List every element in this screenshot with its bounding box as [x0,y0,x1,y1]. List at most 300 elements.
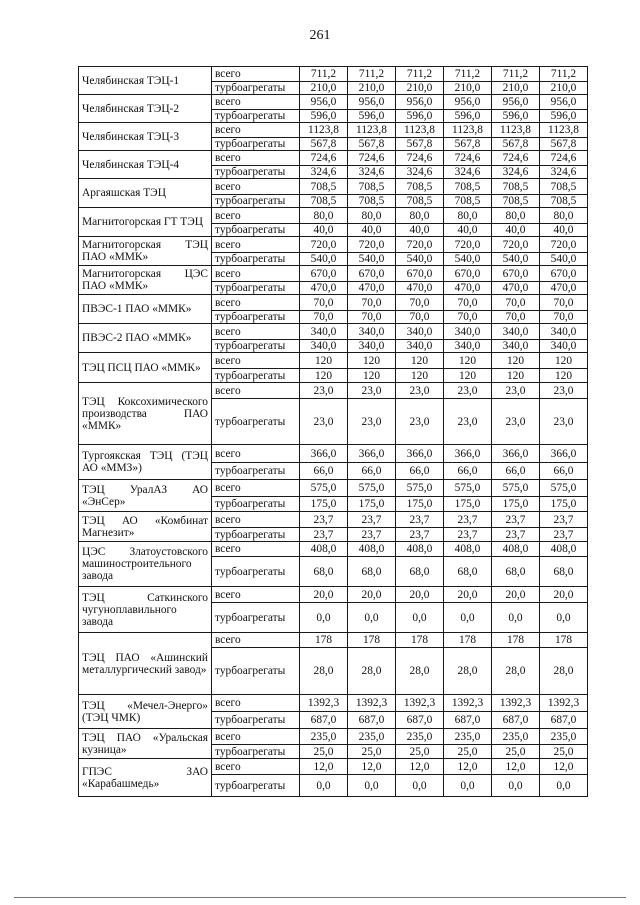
table-row [79,587,588,603]
capacity-value: 23,7 [300,512,348,528]
capacity-value: 235,0 [540,729,588,745]
capacity-value: 40,0 [492,224,540,237]
capacity-value: 720,0 [492,237,540,253]
capacity-value: 470,0 [540,282,588,295]
capacity-value: 28,0 [396,648,444,695]
capacity-value: 80,0 [396,208,444,224]
capacity-value: 23,0 [396,383,444,399]
capacity-value: 28,0 [540,648,588,695]
capacity-value: 687,0 [444,712,492,729]
capacity-value: 720,0 [348,237,396,253]
type-total: всего [212,179,300,195]
type-total: всего [212,695,300,712]
capacity-value: 235,0 [444,729,492,745]
station-name: Магнитогорская ТЭЦ ПАО «ММК» [79,237,212,266]
page-number: 261 [309,28,331,43]
capacity-value: 408,0 [300,542,348,557]
table-row [79,179,588,195]
capacity-value: 670,0 [300,266,348,282]
capacity-value: 178 [396,633,444,648]
capacity-value: 0,0 [540,603,588,633]
capacity-value: 540,0 [540,253,588,266]
capacity-value: 470,0 [300,282,348,295]
type-turbines: турбоагрегаты [212,497,300,512]
capacity-value: 340,0 [300,324,348,340]
capacity-value: 23,0 [300,383,348,399]
capacity-value: 0,0 [300,775,348,797]
station-name: ТЭЦ «Мечел-Энерго» (ТЭЦ ЧМК) [79,695,212,729]
capacity-value: 68,0 [492,557,540,587]
capacity-value: 956,0 [396,95,444,110]
capacity-value: 178 [540,633,588,648]
capacity-value: 575,0 [492,480,540,497]
capacity-value: 596,0 [348,110,396,123]
station-name: ТЭЦ ПАО «Ашинский металлургический завод» [79,633,212,695]
capacity-value: 12,0 [492,759,540,775]
capacity-value: 708,5 [396,195,444,208]
capacity-value: 340,0 [396,340,444,353]
table-row [79,383,588,399]
type-total: всего [212,759,300,775]
capacity-value: 687,0 [396,712,444,729]
capacity-value: 575,0 [540,480,588,497]
capacity-value: 120 [540,353,588,369]
capacity-value: 1123,8 [444,123,492,138]
capacity-value: 175,0 [444,497,492,512]
capacity-value: 70,0 [444,311,492,324]
capacity-value: 120 [348,369,396,383]
capacity-value: 23,7 [540,528,588,542]
capacity-value: 20,0 [348,587,396,603]
table-row [79,353,588,369]
capacity-value: 0,0 [300,603,348,633]
capacity-value: 68,0 [300,557,348,587]
type-total: всего [212,445,300,463]
capacity-value: 708,5 [396,179,444,195]
capacity-value: 720,0 [300,237,348,253]
type-total: всего [212,295,300,311]
table-row [79,237,588,253]
capacity-value: 120 [444,353,492,369]
capacity-value: 0,0 [492,603,540,633]
capacity-value: 540,0 [300,253,348,266]
capacity-value: 956,0 [348,95,396,110]
capacity-value: 120 [540,369,588,383]
capacity-value: 235,0 [492,729,540,745]
type-turbines: турбоагрегаты [212,311,300,324]
capacity-value: 366,0 [540,445,588,463]
capacity-value: 175,0 [300,497,348,512]
capacity-value: 23,7 [444,528,492,542]
capacity-value: 596,0 [492,110,540,123]
station-name: Тургоякская ТЭЦ (ТЭЦ АО «ММЗ») [79,445,212,480]
capacity-value: 711,2 [540,67,588,82]
capacity-value: 470,0 [444,282,492,295]
capacity-value: 324,6 [348,166,396,179]
capacity-value: 12,0 [300,759,348,775]
capacity-value: 340,0 [540,324,588,340]
capacity-value: 708,5 [492,195,540,208]
capacity-value: 23,0 [348,383,396,399]
capacity-value: 235,0 [396,729,444,745]
capacity-value: 12,0 [540,759,588,775]
capacity-value: 724,6 [444,151,492,166]
capacity-value: 711,2 [348,67,396,82]
station-name: Магнитогорская ГТ ТЭЦ [79,208,212,237]
capacity-value: 40,0 [300,224,348,237]
capacity-value: 25,0 [540,745,588,759]
capacity-value: 324,6 [444,166,492,179]
capacity-value: 25,0 [300,745,348,759]
capacity-value: 23,7 [492,528,540,542]
capacity-value: 68,0 [444,557,492,587]
capacity-value: 567,8 [540,138,588,151]
capacity-value: 0,0 [444,603,492,633]
type-turbines: турбоагрегаты [212,282,300,295]
capacity-value: 120 [492,353,540,369]
capacity-value: 25,0 [348,745,396,759]
capacity-value: 28,0 [444,648,492,695]
type-total: всего [212,208,300,224]
capacity-value: 956,0 [492,95,540,110]
capacity-value: 687,0 [348,712,396,729]
capacity-value: 567,8 [444,138,492,151]
capacity-value: 175,0 [492,497,540,512]
type-total: всего [212,729,300,745]
capacity-value: 596,0 [444,110,492,123]
type-total: всего [212,512,300,528]
capacity-value: 956,0 [300,95,348,110]
capacity-value: 120 [348,353,396,369]
capacity-table [78,66,588,797]
capacity-value: 470,0 [348,282,396,295]
capacity-value: 70,0 [300,311,348,324]
capacity-value: 66,0 [348,463,396,480]
station-name: Челябинская ТЭЦ-3 [79,123,212,151]
capacity-value: 366,0 [492,445,540,463]
capacity-value: 210,0 [348,82,396,95]
capacity-value: 1392,3 [396,695,444,712]
capacity-value: 711,2 [444,67,492,82]
capacity-value: 20,0 [396,587,444,603]
capacity-value: 596,0 [300,110,348,123]
capacity-value: 70,0 [540,295,588,311]
capacity-value: 70,0 [444,295,492,311]
capacity-value: 178 [300,633,348,648]
capacity-value: 40,0 [540,224,588,237]
capacity-value: 324,6 [492,166,540,179]
table-row [79,208,588,224]
capacity-value: 340,0 [396,324,444,340]
type-total: всего [212,633,300,648]
capacity-value: 40,0 [396,224,444,237]
capacity-value: 708,5 [492,179,540,195]
type-turbines: турбоагрегаты [212,340,300,353]
type-turbines: турбоагрегаты [212,166,300,179]
type-total: всего [212,587,300,603]
table-row [79,542,588,557]
capacity-value: 708,5 [444,195,492,208]
type-turbines: турбоагрегаты [212,110,300,123]
capacity-value: 120 [444,369,492,383]
type-turbines: турбоагрегаты [212,712,300,729]
capacity-value: 23,7 [444,512,492,528]
capacity-value: 708,5 [300,179,348,195]
capacity-value: 66,0 [444,463,492,480]
type-turbines: турбоагрегаты [212,253,300,266]
capacity-value: 70,0 [300,295,348,311]
table-row [79,695,588,712]
capacity-value: 120 [396,369,444,383]
capacity-value: 120 [300,353,348,369]
station-name: ТЭЦ УралАЗ АО «ЭнСер» [79,480,212,512]
capacity-value: 23,0 [444,383,492,399]
capacity-value: 340,0 [444,324,492,340]
capacity-value: 724,6 [540,151,588,166]
capacity-value: 120 [300,369,348,383]
capacity-value: 670,0 [492,266,540,282]
capacity-value: 23,7 [348,512,396,528]
capacity-value: 1123,8 [348,123,396,138]
table-row [79,633,588,648]
capacity-value: 66,0 [540,463,588,480]
capacity-value: 324,6 [396,166,444,179]
station-name: ТЭЦ ПСЦ ПАО «ММК» [79,353,212,383]
capacity-value: 70,0 [348,295,396,311]
capacity-value: 575,0 [348,480,396,497]
capacity-value: 23,7 [348,528,396,542]
capacity-value: 711,2 [396,67,444,82]
capacity-value: 711,2 [492,67,540,82]
capacity-value: 408,0 [396,542,444,557]
capacity-value: 596,0 [396,110,444,123]
capacity-value: 596,0 [540,110,588,123]
capacity-value: 708,5 [540,179,588,195]
capacity-value: 956,0 [540,95,588,110]
capacity-value: 80,0 [300,208,348,224]
capacity-value: 23,7 [396,512,444,528]
capacity-value: 12,0 [348,759,396,775]
capacity-value: 687,0 [540,712,588,729]
capacity-value: 956,0 [444,95,492,110]
capacity-value: 175,0 [396,497,444,512]
capacity-value: 470,0 [492,282,540,295]
capacity-value: 120 [396,353,444,369]
type-turbines: турбоагрегаты [212,557,300,587]
capacity-value: 12,0 [444,759,492,775]
type-turbines: турбоагрегаты [212,82,300,95]
capacity-value: 235,0 [300,729,348,745]
capacity-value: 23,0 [396,399,444,445]
capacity-value: 66,0 [396,463,444,480]
capacity-value: 1123,8 [492,123,540,138]
capacity-value: 23,7 [396,528,444,542]
type-turbines: турбоагрегаты [212,399,300,445]
capacity-value: 80,0 [444,208,492,224]
capacity-value: 724,6 [348,151,396,166]
capacity-value: 28,0 [492,648,540,695]
capacity-value: 575,0 [444,480,492,497]
station-name: ТЭЦ Саткинского чугуноплавильного завода [79,587,212,633]
capacity-value: 0,0 [348,775,396,797]
table-row [79,151,588,166]
capacity-value: 708,5 [444,179,492,195]
capacity-value: 708,5 [348,179,396,195]
capacity-value: 340,0 [348,324,396,340]
station-name: Челябинская ТЭЦ-2 [79,95,212,123]
capacity-value: 1392,3 [540,695,588,712]
capacity-value: 25,0 [396,745,444,759]
type-total: всего [212,67,300,82]
capacity-value: 80,0 [492,208,540,224]
type-turbines: турбоагрегаты [212,224,300,237]
capacity-value: 20,0 [300,587,348,603]
capacity-value: 20,0 [444,587,492,603]
type-total: всего [212,542,300,557]
table-row [79,295,588,311]
capacity-value: 68,0 [396,557,444,587]
capacity-value: 708,5 [348,195,396,208]
capacity-value: 210,0 [444,82,492,95]
capacity-value: 720,0 [444,237,492,253]
capacity-value: 23,7 [492,512,540,528]
capacity-value: 23,0 [300,399,348,445]
type-total: всего [212,383,300,399]
capacity-value: 575,0 [300,480,348,497]
capacity-value: 23,7 [300,528,348,542]
capacity-value: 25,0 [444,745,492,759]
station-name: Аргаяшская ТЭЦ [79,179,212,208]
type-turbines: турбоагрегаты [212,369,300,383]
capacity-value: 178 [444,633,492,648]
type-total: всего [212,237,300,253]
capacity-value: 708,5 [540,195,588,208]
capacity-value: 1123,8 [540,123,588,138]
capacity-value: 70,0 [348,311,396,324]
capacity-value: 724,6 [492,151,540,166]
capacity-value: 80,0 [348,208,396,224]
table-row [79,480,588,497]
type-total: всего [212,324,300,340]
station-name: ГПЭС ЗАО «Карабашмедь» [79,759,212,797]
capacity-value: 23,0 [540,399,588,445]
capacity-value: 567,8 [300,138,348,151]
table-row [79,266,588,282]
capacity-value: 540,0 [348,253,396,266]
table-row [79,512,588,528]
capacity-value: 720,0 [396,237,444,253]
capacity-value: 1123,8 [300,123,348,138]
capacity-value: 1123,8 [396,123,444,138]
capacity-value: 408,0 [540,542,588,557]
capacity-value: 711,2 [300,67,348,82]
capacity-value: 567,8 [492,138,540,151]
type-total: всего [212,480,300,497]
capacity-value: 670,0 [444,266,492,282]
capacity-value: 340,0 [348,340,396,353]
capacity-value: 20,0 [540,587,588,603]
page-bottom-rule [14,897,626,898]
capacity-value: 210,0 [492,82,540,95]
capacity-value: 567,8 [396,138,444,151]
capacity-value: 68,0 [348,557,396,587]
type-turbines: турбоагрегаты [212,775,300,797]
capacity-value: 40,0 [348,224,396,237]
table-row [79,445,588,463]
capacity-value: 408,0 [492,542,540,557]
capacity-value: 178 [348,633,396,648]
capacity-value: 70,0 [540,311,588,324]
capacity-value: 70,0 [492,311,540,324]
capacity-value: 68,0 [540,557,588,587]
station-name: Челябинская ТЭЦ-4 [79,151,212,179]
capacity-value: 408,0 [348,542,396,557]
capacity-value: 1392,3 [444,695,492,712]
type-turbines: турбоагрегаты [212,528,300,542]
table-row [79,123,588,138]
capacity-value: 540,0 [492,253,540,266]
capacity-value: 23,7 [540,512,588,528]
capacity-value: 567,8 [348,138,396,151]
type-turbines: турбоагрегаты [212,648,300,695]
capacity-value: 23,0 [348,399,396,445]
type-total: всего [212,95,300,110]
capacity-value: 0,0 [444,775,492,797]
capacity-value: 1392,3 [492,695,540,712]
station-name: Челябинская ТЭЦ-1 [79,67,212,95]
capacity-value: 340,0 [444,340,492,353]
capacity-value: 724,6 [396,151,444,166]
capacity-value: 210,0 [300,82,348,95]
type-turbines: турбоагрегаты [212,463,300,480]
station-name: ПВЭС-1 ПАО «ММК» [79,295,212,324]
capacity-value: 66,0 [492,463,540,480]
capacity-value: 340,0 [300,340,348,353]
capacity-value: 366,0 [396,445,444,463]
capacity-value: 175,0 [540,497,588,512]
capacity-value: 324,6 [540,166,588,179]
capacity-value: 0,0 [396,603,444,633]
capacity-value: 1392,3 [348,695,396,712]
capacity-value: 66,0 [300,463,348,480]
capacity-value: 366,0 [300,445,348,463]
type-turbines: турбоагрегаты [212,603,300,633]
capacity-value: 366,0 [348,445,396,463]
station-name: ТЭЦ АО «Комбинат Магнезит» [79,512,212,542]
capacity-value: 0,0 [348,603,396,633]
capacity-value: 0,0 [540,775,588,797]
capacity-value: 670,0 [348,266,396,282]
capacity-value: 0,0 [396,775,444,797]
capacity-value: 366,0 [444,445,492,463]
type-total: всего [212,151,300,166]
capacity-value: 70,0 [396,295,444,311]
capacity-value: 28,0 [348,648,396,695]
capacity-value: 720,0 [540,237,588,253]
capacity-value: 40,0 [444,224,492,237]
capacity-value: 340,0 [492,340,540,353]
capacity-value: 23,0 [492,383,540,399]
capacity-value: 25,0 [492,745,540,759]
capacity-value: 70,0 [396,311,444,324]
capacity-value: 210,0 [540,82,588,95]
type-turbines: турбоагрегаты [212,138,300,151]
capacity-value: 210,0 [396,82,444,95]
table-row [79,95,588,110]
capacity-value: 724,6 [300,151,348,166]
capacity-value: 12,0 [396,759,444,775]
capacity-value: 687,0 [492,712,540,729]
